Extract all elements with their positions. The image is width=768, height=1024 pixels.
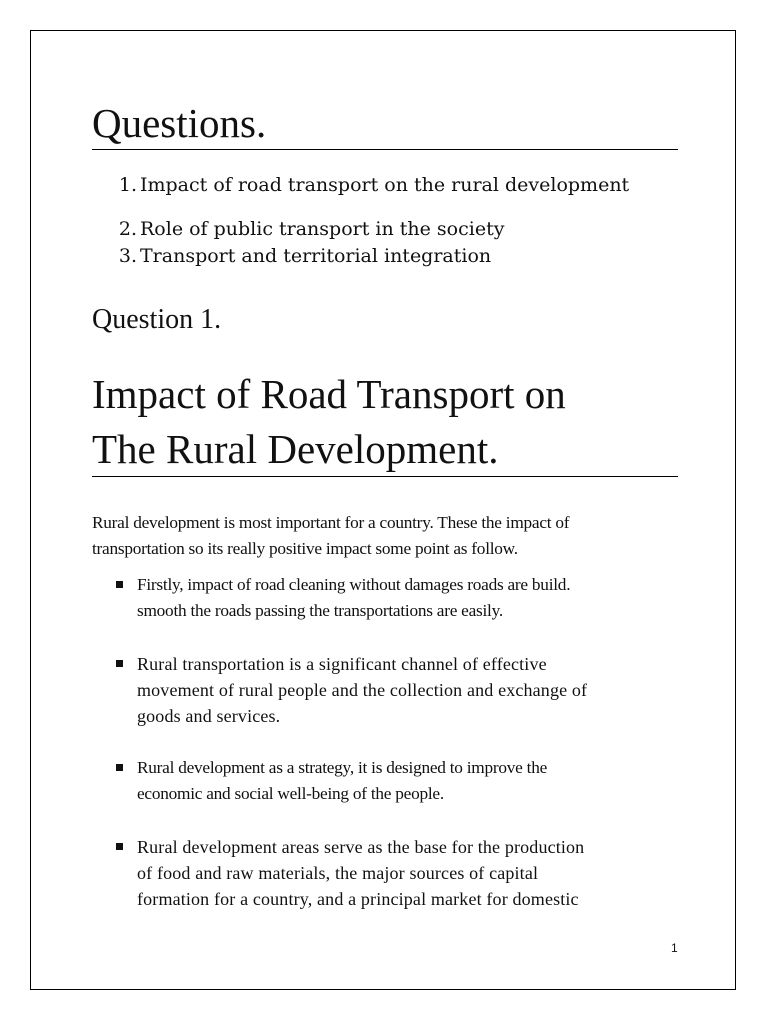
- square-bullet-icon: [116, 581, 123, 588]
- bullet-line: formation for a country, and a principal market for domestic: [137, 889, 579, 909]
- question-number: 3.: [118, 245, 137, 267]
- square-bullet-icon: [116, 660, 123, 667]
- bullet-line: Rural transportation is a significant channel of effective: [137, 654, 547, 674]
- intro-paragraph: [92, 510, 678, 562]
- question-item: [92, 215, 504, 243]
- bullet-text: [137, 651, 587, 729]
- bullet-line: Rural development areas serve as the base for the production: [137, 837, 585, 857]
- question-number: 1.: [118, 174, 137, 196]
- question-item: [92, 171, 629, 199]
- page-title: Questions.: [92, 100, 267, 146]
- title-underline: [92, 149, 678, 150]
- bullet-line: Firstly, impact of road cleaning without damages roads are build.: [137, 575, 571, 594]
- heading-underline: [92, 476, 678, 477]
- question-number: 2.: [118, 218, 137, 240]
- question-text: Impact of road transport on the rural development: [140, 174, 630, 196]
- question-text: Transport and territorial integration: [140, 245, 492, 267]
- bullet-line: smooth the roads passing the transportations are easily.: [137, 601, 503, 620]
- question-subheading: Question 1.: [92, 304, 222, 335]
- bullet-line: movement of rural people and the collection and exchange of: [137, 680, 588, 700]
- intro-line: Rural development is most important for a country. These the impact of: [92, 513, 570, 532]
- bullet-line: economic and social well-being of the people.: [137, 784, 444, 803]
- bullet-text: [137, 755, 547, 807]
- section-heading: [92, 367, 566, 477]
- section-heading-line: The Rural Development.: [92, 426, 499, 472]
- square-bullet-icon: [116, 764, 123, 771]
- bullet-line: of food and raw materials, the major sources of capital: [137, 863, 539, 883]
- bullet-text: [137, 572, 570, 624]
- bullet-text: [137, 834, 584, 912]
- bullet-line: Rural development as a strategy, it is designed to improve the: [137, 758, 548, 777]
- document-page: [30, 30, 736, 990]
- page-number: 1: [671, 941, 678, 955]
- intro-line: transportation so its really positive impact some point as follow.: [92, 539, 518, 558]
- square-bullet-icon: [116, 843, 123, 850]
- bullet-line: goods and services.: [137, 706, 281, 726]
- section-heading-line: Impact of Road Transport on: [92, 371, 566, 417]
- question-item: [92, 242, 491, 270]
- question-text: Role of public transport in the society: [140, 218, 505, 240]
